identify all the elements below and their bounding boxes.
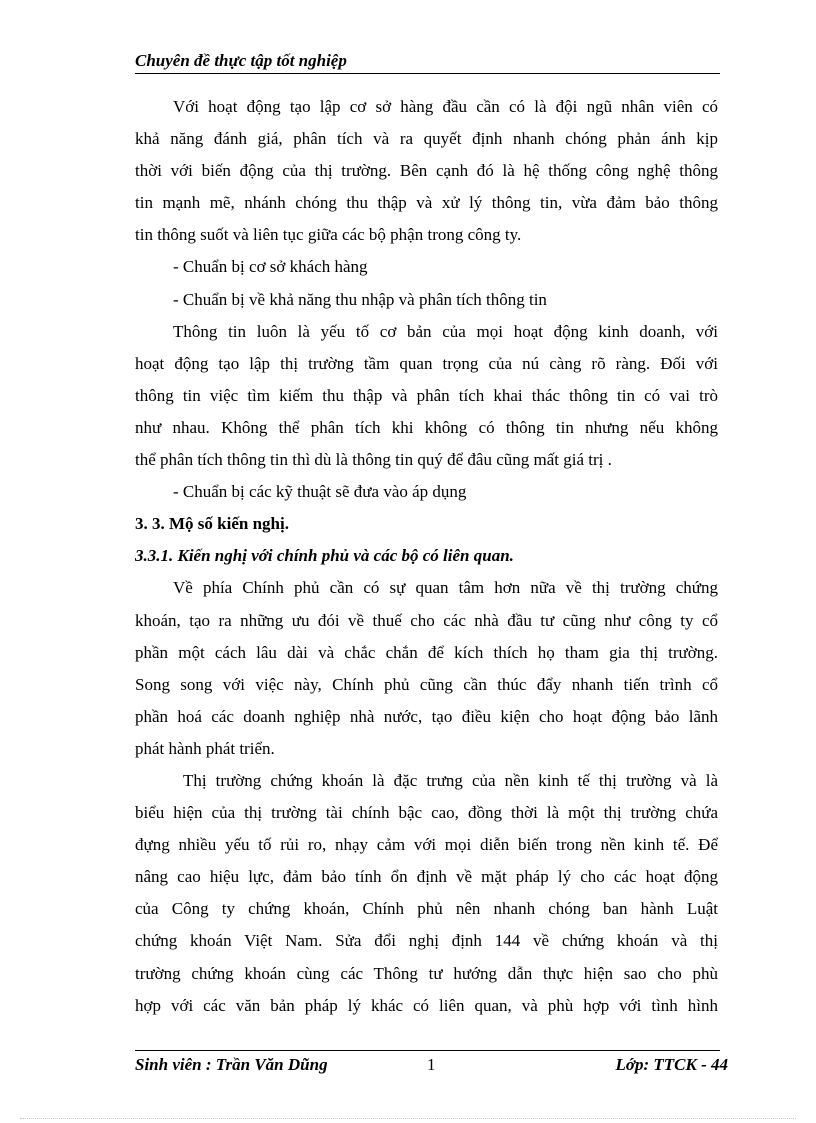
paragraph-line: phần hoá các doanh nghiệp nhà nước, tạo điều kiện cho hoạt động bảo lãnh [135, 706, 718, 726]
subsection-heading: 3.3.1. Kiến nghị với chính phủ và các bộ có liên quan. [135, 546, 514, 566]
footer-student: Sinh viên : Trần Văn Dũng [135, 1055, 328, 1074]
paragraph-line: khoán, tạo ra những ưu đói về thuế cho các nhà đầu tư cũng như công ty cổ [135, 610, 718, 630]
footer-class: Lớp: TTCK - 44 [615, 1055, 728, 1074]
paragraph-line: hoạt động tạo lập thị trường tầm quan trọng của nú càng rõ ràng. Đối với [135, 353, 718, 373]
paragraph-line: của Công ty chứng khoán, Chính phủ nên nhanh chóng ban hành Luật [135, 899, 718, 919]
list-item: - Chuẩn bị cơ sở khách hàng [173, 257, 368, 277]
paragraph-line: đựng nhiều yếu tố rủi ro, nhạy cảm với mọi diễn biến trong nền kinh tế. Để [135, 835, 718, 855]
paragraph-line: Thông tin luôn là yếu tố cơ bản của mọi hoạt động kinh doanh, với [173, 321, 718, 341]
paragraph-line: Song song với việc này, Chính phủ cũng cần thúc đẩy nhanh tiến trình cổ [135, 674, 718, 694]
paragraph-line: Với hoạt động tạo lập cơ sở hàng đầu cần có là đội ngũ nhân viên có [173, 97, 718, 116]
list-item: - Chuẩn bị về khả năng thu nhập và phân tích thông tin [173, 289, 547, 309]
paragraph-line: hợp với các văn bản pháp lý khác có liên quan, và phù hợp với tình hình [135, 995, 718, 1015]
paragraph-line: tin thông suốt và liên tục giữa các bộ phận trong công ty. [135, 225, 522, 245]
section-heading: 3. 3. Mộ số kiến nghị. [135, 514, 289, 534]
page-footer [135, 1050, 728, 1079]
paragraph-line: trường chứng khoán cùng các Thông tư hướng dẫn thực hiện sao cho phù [135, 963, 718, 983]
paragraph-line: biểu hiện của thị trường tài chính bậc cao, đồng thời là một thị trường chứa [135, 803, 718, 823]
paragraph-line: khả năng đánh giá, phân tích và ra quyết định nhanh chóng phản ánh kịp [135, 129, 718, 149]
paragraph-line: Về phía Chính phủ cần có sự quan tâm hơn nữa về thị trường chứng [173, 578, 718, 598]
paragraph-line: thời với biến động của thị trường. Bên cạnh đó là hệ thống công nghệ thông [135, 161, 718, 181]
paragraph-line: chứng khoán Việt Nam. Sửa đổi nghị định 144 về chứng khoán và thị [135, 931, 718, 951]
paragraph-line: phần một cách lâu dài và chắc chắn để kích thích họ tham gia thị trường. [135, 642, 718, 662]
paragraph-line: tin mạnh mẽ, nhánh chóng thu thập và xử lý thông tin, vừa đảm bảo thông [135, 193, 718, 213]
paragraph-line: phát hành phát triển. [135, 738, 275, 758]
paragraph-line: như nhau. Không thể phân tích khi không có thông tin nhưng nếu không [135, 417, 718, 437]
header-title: Chuyên đề thực tập tốt nghiệp [135, 51, 347, 70]
list-item: - Chuẩn bị các kỹ thuật sẽ đưa vào áp dụng [173, 482, 467, 502]
paragraph-line: thể phân tích thông tin thì dù là thông tin quý để đâu cũng mất giá trị . [135, 450, 612, 470]
page-number: 1 [427, 1055, 436, 1074]
paragraph-line: Thị trường chứng khoán là đặc trưng của nền kinh tế thị trường và là [183, 770, 718, 790]
paragraph-line: thông tin việc tìm kiếm thu thập và phân tích khai thác thông tin có vai trò [135, 385, 718, 405]
body-text [135, 91, 718, 1022]
page-header [135, 49, 720, 74]
paragraph-line: nâng cao hiệu lực, đảm bảo tính ổn định về mặt pháp lý cho các hoạt động [135, 867, 718, 887]
page-edge-divider [20, 1118, 796, 1119]
